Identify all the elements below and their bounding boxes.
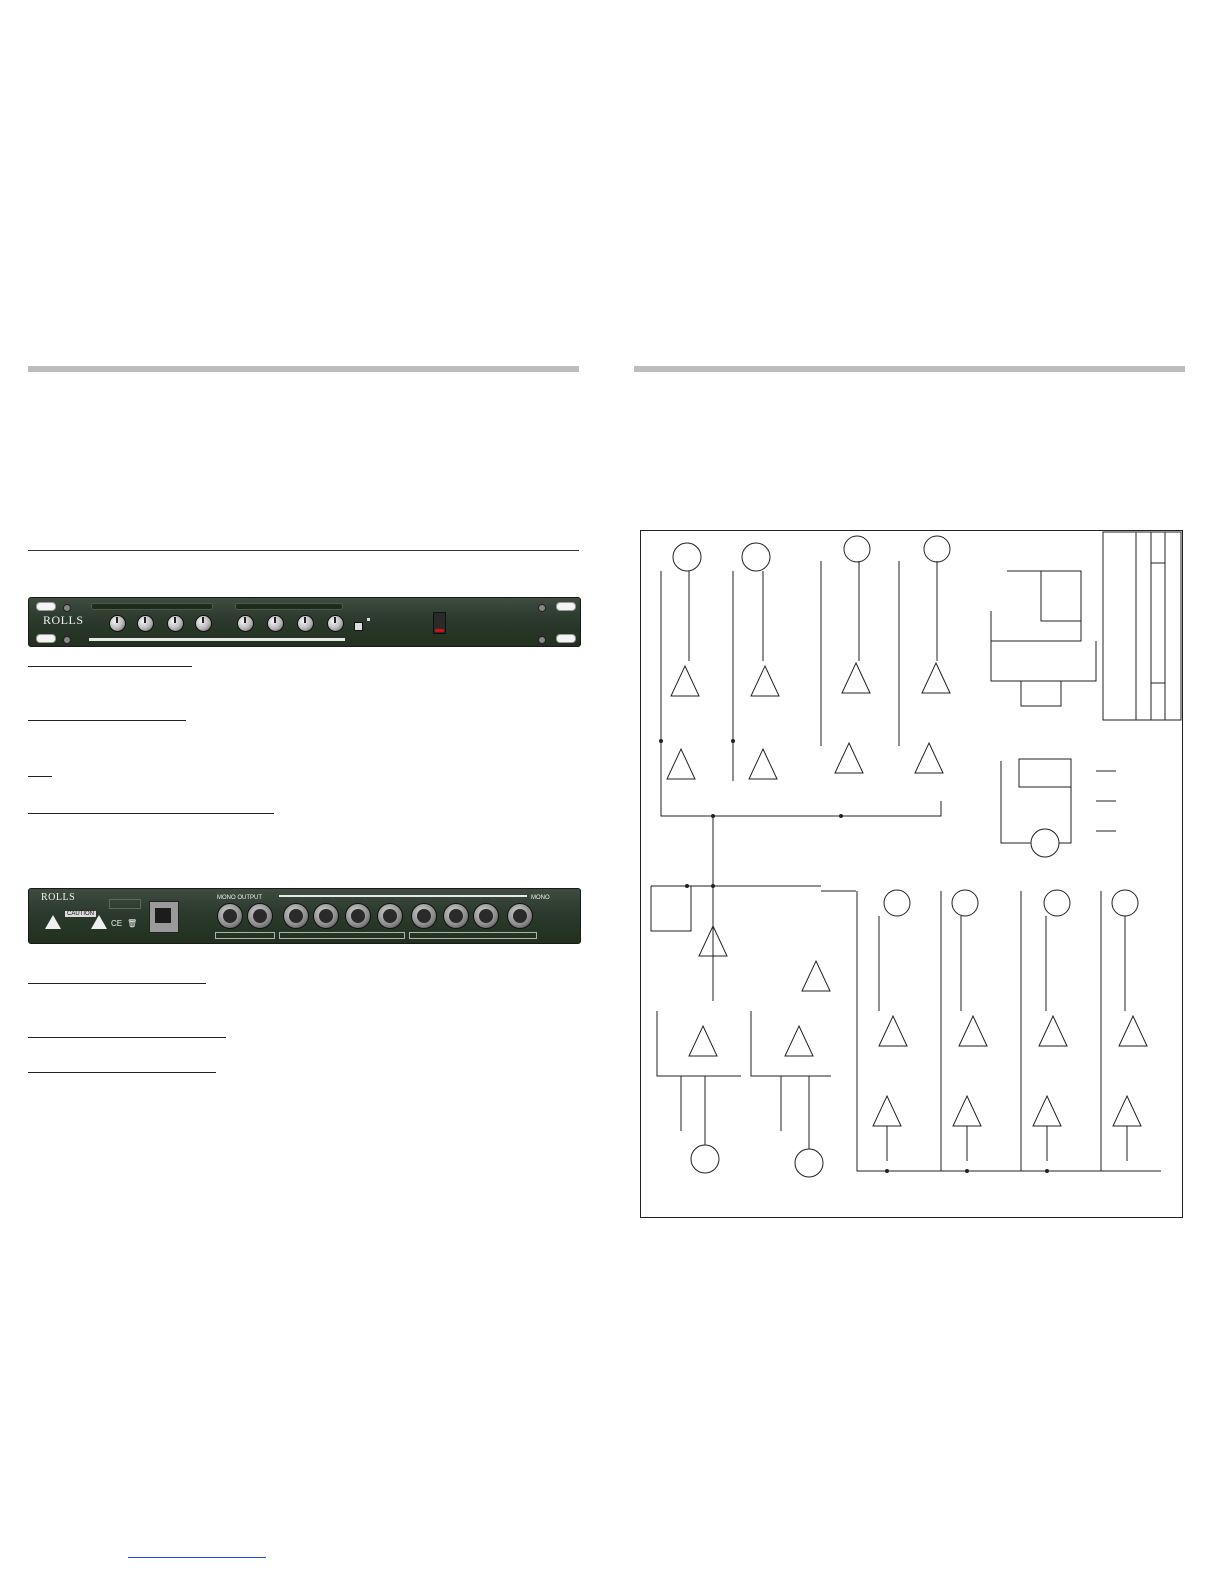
level-knob[interactable] <box>167 615 184 632</box>
xlr-connector-icon[interactable] <box>283 903 309 929</box>
screw-icon <box>63 604 71 612</box>
warning-triangle-icon <box>91 915 107 929</box>
brand-logo: ROLLS <box>41 892 76 903</box>
rack-mount-hole <box>556 602 576 611</box>
group-outline <box>409 932 537 939</box>
xlr-connector-icon[interactable] <box>507 903 533 929</box>
right-page-header-rule <box>634 366 1185 372</box>
circuit-svg <box>641 531 1182 1217</box>
channel-number-strip <box>89 638 345 641</box>
section-rule <box>28 550 579 551</box>
brand-logo: ROLLS <box>43 613 84 627</box>
front-panel-image <box>28 597 581 647</box>
heading-underline <box>28 1037 226 1038</box>
xlr-connector-icon[interactable] <box>473 903 499 929</box>
connector-label-strip <box>279 895 527 897</box>
warning-triangle-icon <box>45 915 61 929</box>
xlr-connector-icon[interactable] <box>345 903 371 929</box>
heading-underline <box>28 666 192 667</box>
xlr-connector-icon[interactable] <box>443 903 469 929</box>
weee-icon: 🗑 <box>127 919 138 928</box>
caution-label: CAUTION <box>67 911 94 917</box>
heading-underline <box>28 813 274 814</box>
xlr-connector-icon[interactable] <box>411 903 437 929</box>
output-label: MONO OUTPUT <box>217 895 262 901</box>
channel-strip <box>91 603 213 610</box>
heading-underline <box>28 983 206 984</box>
power-inlet-icon[interactable] <box>149 901 179 933</box>
power-switch[interactable] <box>433 612 446 634</box>
level-knob[interactable] <box>237 615 254 632</box>
level-knob[interactable] <box>297 615 314 632</box>
rear-panel-image <box>28 888 581 944</box>
ce-mark: CE <box>111 919 123 928</box>
heading-underline <box>28 776 52 777</box>
footer-link[interactable] <box>128 1557 266 1558</box>
serial-plate <box>109 899 141 909</box>
group-outline <box>279 932 405 939</box>
xlr-connector-icon[interactable] <box>313 903 339 929</box>
level-knob[interactable] <box>109 615 126 632</box>
level-knob[interactable] <box>327 615 344 632</box>
level-knob[interactable] <box>195 615 212 632</box>
input-label: MONO <box>531 895 550 901</box>
heading-underline <box>28 1072 216 1073</box>
screw-icon <box>538 604 546 612</box>
xlr-connector-icon[interactable] <box>377 903 403 929</box>
rack-mount-hole <box>36 634 56 643</box>
xlr-connector-icon[interactable] <box>217 903 243 929</box>
schematic-diagram <box>640 530 1183 1218</box>
xlr-connector-icon[interactable] <box>247 903 273 929</box>
mode-switch[interactable] <box>354 622 363 631</box>
channel-strip <box>235 603 343 610</box>
indicator-led <box>367 618 370 621</box>
rack-mount-hole <box>36 602 56 611</box>
rack-mount-hole <box>556 634 576 643</box>
screw-icon <box>538 636 546 644</box>
screw-icon <box>63 636 71 644</box>
group-outline <box>215 932 275 939</box>
level-knob[interactable] <box>137 615 154 632</box>
left-page-header-rule <box>28 366 579 372</box>
level-knob[interactable] <box>267 615 284 632</box>
heading-underline <box>28 720 186 721</box>
